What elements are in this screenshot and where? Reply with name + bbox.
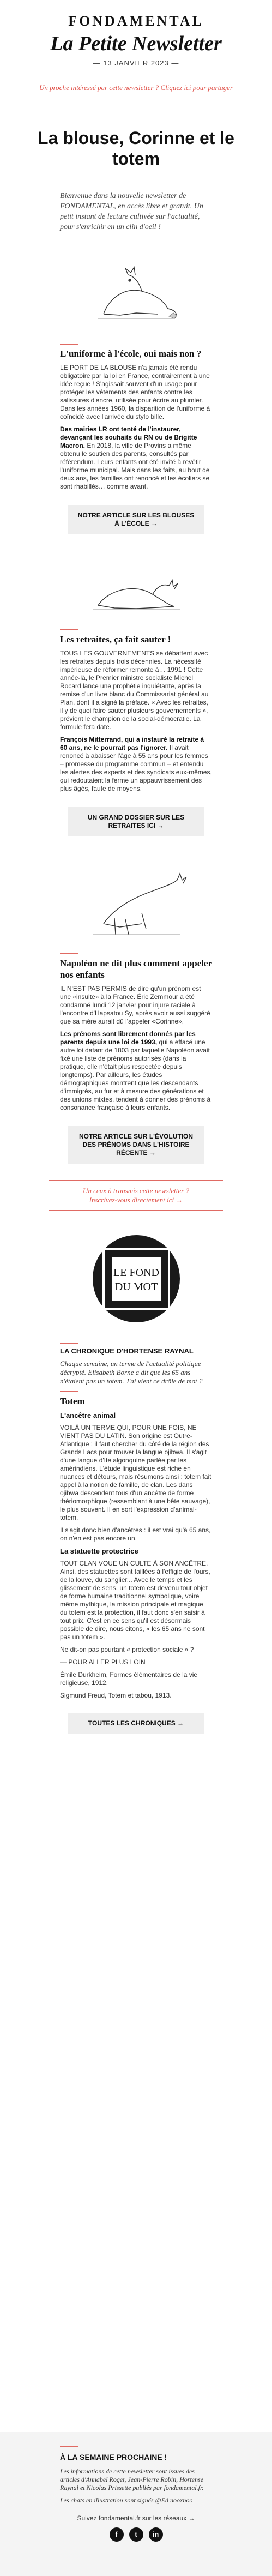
section-rule [60, 344, 78, 345]
cat-climbing-illustration [82, 858, 191, 940]
paragraph-text: qui a effacé une autre loi datant de 1803 par laquelle Napoléon avait fixé une liste de prénoms autorisés (dans la pratique, elle n'était plus respectée depuis longtemps). Par ailleurs, les études démographiques montrent que les descendants d'immigrés, au fur et à mesure des générations et des unions mixtes, tendent à donner des prénoms à consonance française à leurs enfants. [60, 1038, 211, 1111]
cat-blouse-illustration [87, 249, 185, 330]
bold-lead: Des mairies LR ont tenté de l'instaurer, devançant les souhaits du RN ou de Brigitte Macron. [60, 425, 197, 449]
bold-lead: Les prénoms sont librement donnés par les parents depuis une loi de 1993, [60, 1030, 196, 1046]
chronique-title: LA CHRONIQUE D'HORTENSE RAYNAL [60, 1347, 194, 1355]
section-retraites [0, 629, 272, 793]
newsletter-header [0, 0, 272, 100]
further-reading-label: — POUR ALLER PLUS LOIN [60, 1658, 146, 1666]
section-rule [60, 953, 78, 954]
chronique-paragraph: VOILÀ UN TERME QUI, POUR UNE FOIS, NE VIENT PAS DU LATIN. Son origine est Outre-Atlantique : il faut chercher du côté de la région des Grands Lacs pour trouver la langue ojibwa. Il s'agit d'une langue d'Ite algonquine parlée par les amérindiens. L'étude linguistique est riche en nuances et détours, mais résumons ainsi : totem fait appel à la notion de famille, de clan. Les dans ojibwa descendent tous d'un ancêtre de forme thériomorphique (ressemblant à une bête sauvage), le plus souvent. Il en sort l'expression d'animal-totem. [60, 1424, 211, 1521]
chronique-section [0, 1343, 272, 1700]
cat-stretching-illustration [87, 556, 185, 616]
share-link[interactable]: Un proche intéressé par cette newsletter ? Cliquez ici pour partager [39, 83, 233, 92]
section-paragraph: LE PORT DE LA BLOUSE n'a jamais été rendu obligatoire par la loi en France, contrairement à une idée reçue ! S'agissait souvent d'un usage pour protéger les vêtements des enfants contre les salissures d'encre, utilisée pour écrire au plumier. Dans les années 1960, la disparition de l'uniforme à coïncidé avec l'arrivée du stylo bille. [60, 364, 210, 420]
footer-heading: À LA SEMAINE PROCHAINE ! [60, 2453, 167, 2461]
share-line: Un ceux à transmis cette newsletter ? [83, 1187, 189, 1195]
section-rule [60, 629, 78, 630]
section-heading: Les retraites, ça fait sauter ! [60, 634, 171, 645]
svg-text:DU MOT: DU MOT [114, 1281, 158, 1293]
reference: Émile Durkheim, Formes élémentaires de la vie religieuse, 1912. [60, 1671, 198, 1687]
chronique-paragraph: Il s'agit donc bien d'ancêtres : il est vrai qu'à 65 ans, on n'en est pas encore un. [60, 1526, 211, 1542]
issue-intro: Bienvenue dans la nouvelle newsletter de FONDAMENTAL, en accès libre et gratuit. Un petit instant de lecture cultivée sur l'actualité, pour s'enrichir en un clin d'oeil ! [60, 192, 203, 231]
section-heading: L'uniforme à l'école, oui mais non ? [60, 348, 202, 359]
section-rule [60, 1343, 78, 1344]
chronique-paragraph: Ne dit-on pas pourtant « protection sociale » ? [60, 1646, 194, 1653]
prenoms-article-button[interactable]: NOTRE ARTICLE SUR L'ÉVOLUTION DES PRÉNOMS DANS L'HISTOIRE RÉCENTE → [68, 1126, 204, 1164]
all-chroniques-button[interactable]: TOUTES LES CHRONIQUES → [68, 1713, 204, 1734]
issue-headline: La blouse, Corinne et le totem [38, 128, 234, 168]
chronique-subheading: La statuette protectrice [60, 1547, 138, 1555]
chronique-intro: Chaque semaine, un terme de l'actualité politique décrypté. Elisabeth Borne a dit que les 65 ans n'étaient pas un totem. J'ai vient ce drôle de mot ? [60, 1359, 203, 1385]
section-rule [60, 1391, 78, 1392]
footer-credits: Les informations de cette newsletter sont issues des articles d'Annabel Roger, Jean-Pierre Robin, Hortense Raynal et Nicolas Prissette publiés par fondamental.fr. [60, 2467, 204, 2491]
social-links [0, 2527, 272, 2542]
retraites-dossier-button[interactable]: UN GRAND DOSSIER SUR LES RETRAITES ICI → [68, 807, 204, 836]
issue-date: — 13 JANVIER 2023 — [93, 59, 179, 67]
section-prenoms [0, 953, 272, 1112]
brand-logo[interactable]: FONDAMENTAL [68, 13, 204, 29]
section-paragraph [60, 1030, 212, 1112]
blouses-article-button[interactable]: NOTRE ARTICLE SUR LES BLOUSES À L'ÉCOLE → [68, 505, 204, 534]
section-uniform [0, 344, 272, 491]
section-paragraph [60, 425, 212, 491]
section-paragraph: IL N'EST PAS PERMIS de dire qu'un prénom est une «insulte» à la France. Éric Zemmour a été condamné lundi 12 janvier pour injure raciale à l'encontre d'Hapsatou Sy, après avoir aussi suggéré que sa mère aurait dû l'appeler «Corinne». [60, 985, 210, 1025]
footer-illustration-credit: Les chats en illustration sont signés @Ed nooxnoo [60, 2496, 193, 2504]
section-heading: Napoléon ne dit plus comment appeler nos enfants [60, 958, 212, 980]
section-rule [60, 2446, 78, 2447]
reference: Sigmund Freud, Totem et tabou, 1913. [60, 1692, 172, 1699]
section-paragraph [60, 736, 212, 793]
subscribe-link[interactable]: Inscrivez-vous directement ici → [89, 1196, 183, 1204]
share-box [49, 1180, 223, 1211]
footer [0, 2432, 272, 2576]
paragraph-text: Il avait renoncé à abaisser l'âge à 55 ans pour les femmes – promesse du programme commun – et entendu les alertes des experts et des syndicats eux-mêmes, qui redoutaient la ferme un appauvrissement des plus âgés, faute de moyens. [60, 744, 212, 792]
chronique-subheading: L'ancêtre animal [60, 1411, 116, 1419]
facebook-icon[interactable]: f [110, 2527, 124, 2542]
paragraph-text: En 2018, la ville de Provins a même obtenu le soutien des parents, consultés par référendum. Leurs enfants ont été invité à revêtir l'uniforme municipal. Mais dans les faits, au bout de deux ans, les familles ont renoncé et les écoliers se sont rhabillés… comme avant. [60, 442, 210, 490]
svg-text:LE FOND: LE FOND [113, 1267, 159, 1279]
follow-text: Suivez fondamental.fr sur les réseaux → [77, 2514, 195, 2522]
linkedin-icon[interactable]: in [149, 2527, 163, 2542]
newsletter-title: La Petite Newsletter [50, 32, 222, 55]
chronique-paragraph: TOUT CLAN VOUE UN CULTE À SON ANCÊTRE. Ainsi, des statuettes sont taillées à l'effigie de l'ours, de la louve, du sanglier... Avec le temps et les glissement de sens, un totem est devenu tout objet de forme humaine traditionnel symbolique, voire même mythique, la mission principale et magique du totem est la protection, il faut donc s'en saisir à tout prix. C'est en ce sens qu'il est désormais possible de dire, nous citons, « les 65 ans ne sont pas un totem ». [60, 1560, 210, 1641]
chronique-word: Totem [60, 1396, 85, 1406]
section-paragraph: TOUS LES GOUVERNEMENTS se débattent avec les retraites depuis trois décennies. La nécessité impérieuse de réformer remonte à… 1991 ! Cette année-là, le Premier ministre socialiste Michel Rocard lance une prophétie inquiétante, après la remise d'un livre blanc du Commissariat général au Plan, dont il a signé la préface. « Avec les retraites, il y de quoi faire sauter plusieurs gouvernements », prévient le champion de la social-démocratie. La formule fera date. [60, 649, 209, 731]
footer-inner [0, 2432, 272, 2505]
le-fond-du-mot-logo [82, 1227, 191, 1331]
bold-lead: François Mitterrand, qui a instauré la retraite à 60 ans, ne le pourrait pas l'ignorer. [60, 736, 204, 751]
twitter-icon[interactable]: t [129, 2527, 143, 2542]
